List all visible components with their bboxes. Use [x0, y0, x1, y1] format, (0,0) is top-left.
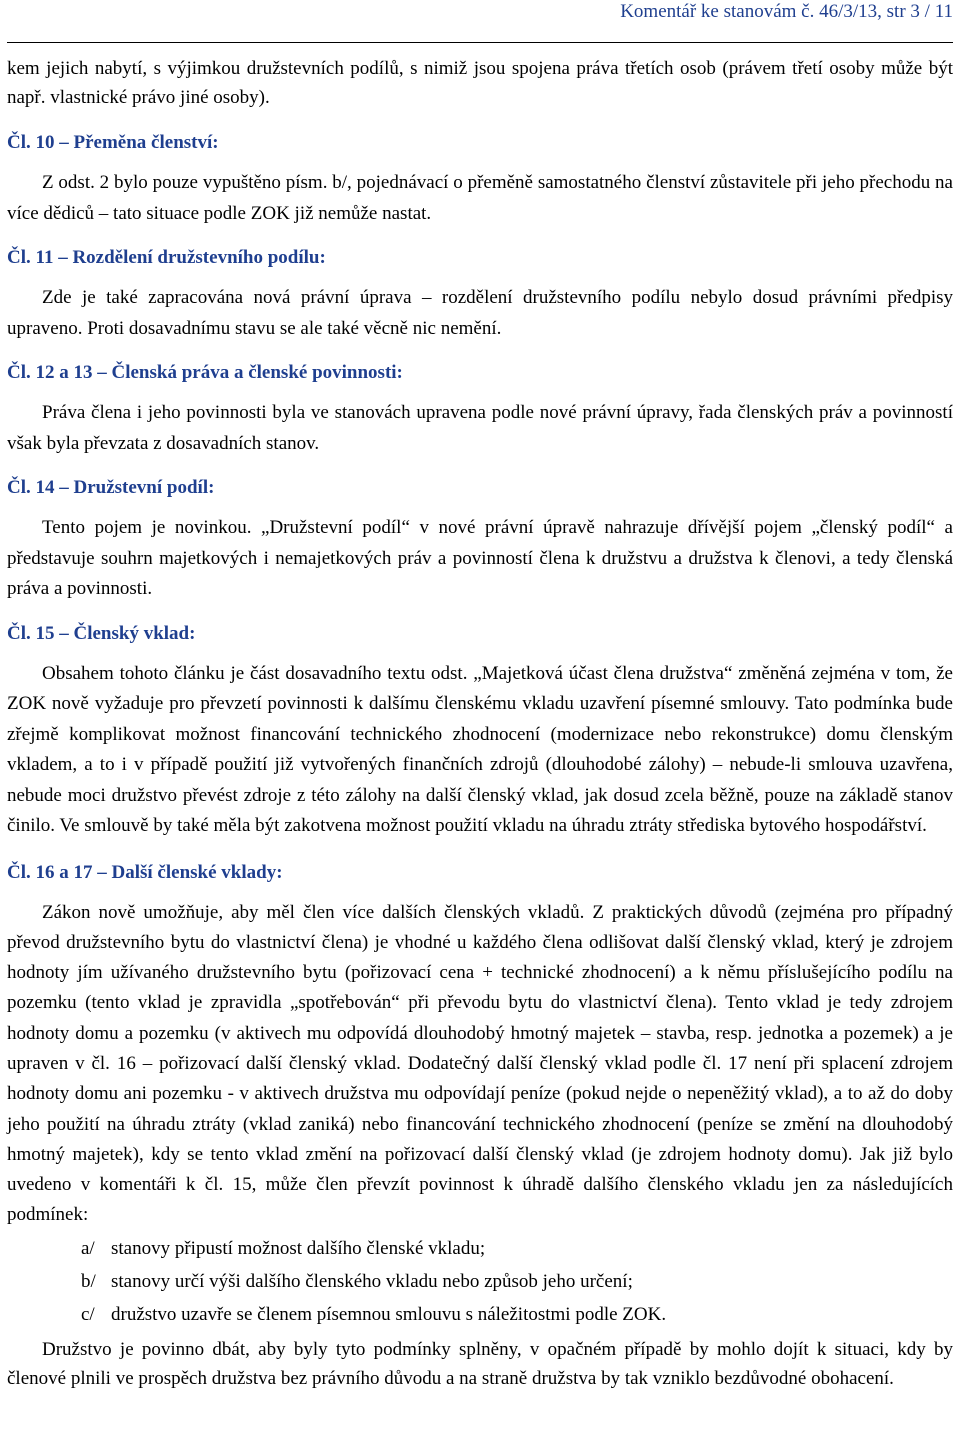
list-marker: b/ [81, 1270, 96, 1292]
list-marker: c/ [81, 1303, 95, 1325]
list-item-text: stanovy připustí možnost dalšího členské vkladu; [111, 1237, 486, 1259]
heading-cl-16-17: Čl. 16 a 17 – Další členské vklady: [7, 861, 283, 883]
intro-paragraph: kem jejich nabytí, s výjimkou družstevních podílů, s nimiž jsou spojena práva třetích osob (právem třetí osoby může být např. vlastnické právo jiné osoby). [7, 58, 953, 108]
page-header: Komentář ke stanovám č. 46/3/13, str 3 / 11 [620, 1, 953, 22]
paragraph-cl-12-13: Práva člena i jeho povinnosti byla ve stanovách upravena podle nové právní úpravy, řada členských práv a povinností však byla převzata z dosavadních stanov. [7, 402, 953, 454]
heading-cl-11: Čl. 11 – Rozdělení družstevního podílu: [7, 247, 326, 268]
list-item [7, 1300, 953, 1330]
list-item-text: stanovy určí výši dalšího členského vkladu nebo způsob jeho určení; [111, 1270, 633, 1292]
paragraph-cl-16-17: Zákon nově umožňuje, aby měl člen více dalších členských vkladů. Z praktických důvodů (zejména pro případný převod družstevního bytu do vlastnictví člena) je vhodné u každého člena odlišovat další členský vklad, který je zdrojem hodnoty jím užívaného družstevního bytu (pořizovací cena + technické zhodnocení) a k němu příslušejícího podílu na pozemku (tento vklad je zpravidla „spotřebován“ při převodu bytu do vlastnictví člena). Tento vklad je tedy zdrojem hodnoty domu a pozemku (v aktivech mu odpovídá dlouhodobý hmotný majetek – stavba, resp. jednotka a pozemek) a je upraven v čl. 16 – pořizovací další členský vklad. Dodatečný další členský vklad podle čl. 17 není při splacení zdrojem hodnoty domu ani pozemku - v aktivech družstva mu odpovídají peníze (pokud nejde o nepeněžitý vklad), a to až do doby jeho použití na úhradu ztráty (vklad zaniká) nebo financování technického zhodnocení (peníze se změní na dlouhodobý hmotný majetek), kdy se tento vklad změní na pořizovací další členský vklad (je zdrojem hodnoty domu). Jak již bylo uvedeno v komentáři k čl. 15, může člen převzít povinnost k úhradě dalšího členského vkladu jen za následujících podmínek: [7, 901, 953, 1226]
heading-cl-12-13: Čl. 12 a 13 – Členská práva a členské povinnosti: [7, 362, 403, 383]
heading-cl-10: Čl. 10 – Přeměna členství: [7, 132, 219, 153]
heading-cl-14: Čl. 14 – Družstevní podíl: [7, 477, 215, 498]
paragraph-cl-14: Tento pojem je novinkou. „Družstevní podíl“ v nové právní úpravě nahrazuje dřívější pojem „členský podíl“ a představuje souhrn majetkových i nemajetkových práv a povinností člena k družstvu a družstva k členovi, a tedy členská práva a povinnosti. [7, 517, 953, 599]
document-page [7, 0, 953, 1394]
paragraph-cl-11: Zde je také zapracována nová právní úprava – rozdělení družstevního podílu nebylo dosud právními předpisy upraveno. Proti dosavadnímu stavu se ale také věcně nic nemění. [7, 287, 953, 339]
list-item [7, 1267, 953, 1297]
paragraph-cl-15: Obsahem tohoto článku je část dosavadního textu odst. „Majetková účast člena družstva“ změněná zejména v tom, že ZOK nově vyžaduje pro převzetí povinnosti k dalšímu členskému vkladu uzavření písemné smlouvy. Tato podmínka bude zřejmě komplikovat možnost financování technického zhodnocení (modernizace nebo rekonstrukce) domu členským vkladem, a to i v případě použití již vytvořených finančních zdrojů (dlouhodobé zálohy) – nebude-li smlouva uzavřena, nebude moci družstvo převést zdroje z této zálohy na další členský vklad, jak dosud zcela běžně, pouze na základě stanov činilo. Ve smlouvě by také měla být zakotvena možnost použití vkladu na úhradu ztráty střediska bytového hospodářství. [7, 662, 953, 836]
paragraph-cl-10: Z odst. 2 bylo pouze vypuštěno písm. b/, pojednávací o přeměně samostatného členství zůstavitele při jeho přechodu na více dědiců – tato situace podle ZOK již nemůže nastat. [7, 172, 953, 224]
list-marker: a/ [81, 1237, 95, 1259]
paragraph-closing: Družstvo je povinno dbát, aby byly tyto podmínky splněny, v opačném případě by mohlo dojít k situaci, kdy by členové plnili ve prospěch družstva bez právního důvodu a na straně družstva by tak vzniklo bezdůvodné obohacení. [7, 1338, 953, 1390]
list-item [7, 1234, 953, 1264]
list-item-text: družstvo uzavře se členem písemnou smlouvu s náležitostmi podle ZOK. [111, 1303, 667, 1325]
heading-cl-15: Čl. 15 – Členský vklad: [7, 622, 196, 644]
